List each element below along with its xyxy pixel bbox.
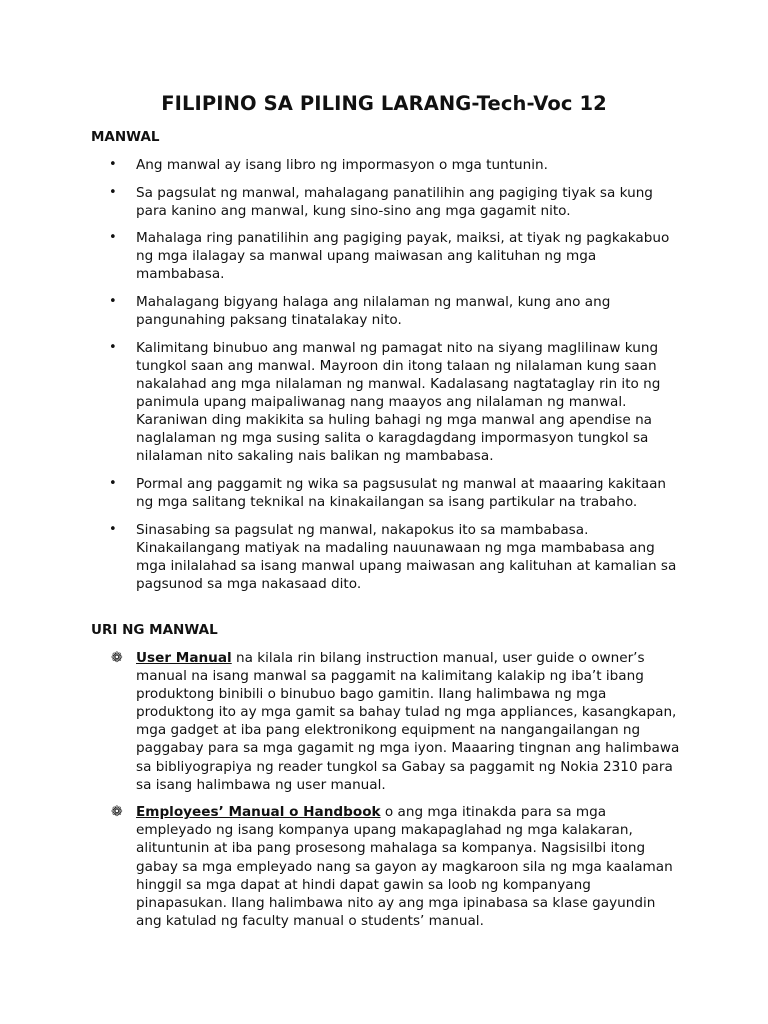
flower-bullet-icon: ❁: [111, 650, 123, 666]
page-title: FILIPINO SA PILING LARANG-Tech-Voc 12: [161, 92, 607, 115]
list-item: [91, 475, 681, 511]
list-item: [91, 649, 681, 794]
term-user-manual: User Manual: [136, 650, 232, 666]
bullet-icon: •: [109, 157, 117, 172]
list-item: [91, 156, 681, 174]
bullet-icon: •: [109, 339, 117, 355]
bullet-icon: •: [109, 294, 117, 310]
list-item-text: o ang mga itinakda para sa mga empleyado ng isang kompanya upang makapaglahad ng mga kalakaran, alituntunin at iba pang prosesong mahalaga sa kompanya. Nagsisilbi itong gabay sa mga empleyado nang sa gayon ay magkaroon sila ng mga kaalaman hinggil sa mga dapat at hindi dapat gawin sa loob ng kompanyang pinapasukan. Ilang halimbawa nito ay ang mga ipinabasa sa klase gayundin ang katulad ng faculty manual o students’ manual.: [136, 804, 673, 929]
list-item: [91, 184, 681, 220]
list-item-text: Pormal ang paggamit ng wika sa pagsusulat ng manwal at maaaring kakitaan ng mga salitang teknikal na kinakailangan sa isang partikular na trabaho.: [136, 475, 667, 510]
list-item-text: Mahalaga ring panatilihin ang pagiging payak, maiksi, at tiyak ng pagkakabuo ng mga ilalagay sa manwal upang maiwasan ang kalituhan ng mga mambabasa.: [136, 230, 670, 283]
list-item-text: Mahalagang bigyang halaga ang nilalaman ng manwal, kung ano ang pangunahing paksang tinatalakay nito.: [136, 294, 611, 329]
bullet-icon: •: [109, 230, 117, 246]
list-item: [91, 339, 681, 466]
list-item-text: Ang manwal ay isang libro ng impormasyon o mga tuntunin.: [136, 157, 548, 173]
list-item: [91, 229, 681, 283]
list-item-text: Kalimitang binubuo ang manwal ng pamagat nito na siyang maglilinaw kung tungkol saan ang manwal. Mayroon din itong talaan ng nilalaman kung saan nakalahad ang mga nilalaman ng manwal. Kadalasang nagtataglay rin ito ng panimula upang maipaliwanag nang maayos ang nilalaman ng manwal. Karaniwan ding makikita sa huling bahagi ng mga manwal ang apendise na naglalaman ng mga susing salita o karagdagdang impormasyon tungkol sa nilalaman nito sakaling nais balikan ng mambabasa.: [136, 339, 661, 465]
list-item-text: Sinasabing sa pagsulat ng manwal, nakapokus ito sa mambabasa. Kinakailangang matiyak na madaling nauunawaan ng mga mambabasa ang mga inilalahad sa isang manwal upang maiwasan ang kalituhan at kamalian sa pagsunod sa mga nakasaad dito.: [136, 521, 677, 592]
term-employees-manual: Employees’ Manual o Handbook: [136, 804, 381, 821]
bullet-icon: •: [109, 475, 117, 491]
list-item-text: na kilala rin bilang instruction manual, user guide o owner’s manual na isang manwal sa paggamit na kalimitang kalakip ng iba’t ibang produktong binibili o binubuo bago gamitin. Ilang halimbawa ng mga produktong ito ay mga gamit sa bahay tulad ng mga appliances, kasangkapan, mga gadget at iba pang elektronikong equipment na nangangailangan ng paggabay para sa mga gagamit ng mga iyon. Maaaring tingnan ang halimbawa sa bibliyograpiya ng reader tungkol sa Gabay sa paggamit ng Nokia 2310 para sa isang halimbawa ng user manual.: [136, 650, 680, 793]
flower-bullet-icon: ❁: [111, 804, 123, 821]
bullet-icon: •: [109, 184, 117, 200]
section-heading-manwal: MANWAL: [91, 129, 160, 145]
manwal-bullet-list: [91, 156, 681, 602]
list-item: [91, 521, 681, 593]
section-heading-uri-ng-manwal: URI NG MANWAL: [91, 622, 218, 638]
uri-ng-manwal-list: [91, 649, 681, 939]
list-item-text: Sa pagsulat ng manwal, mahalagang panatilihin ang pagiging tiyak sa kung para kanino ang manwal, kung sino-sino ang mga gagamit nito.: [136, 184, 653, 219]
list-item: [91, 293, 681, 329]
bullet-icon: •: [109, 521, 117, 537]
list-item: [91, 803, 681, 930]
